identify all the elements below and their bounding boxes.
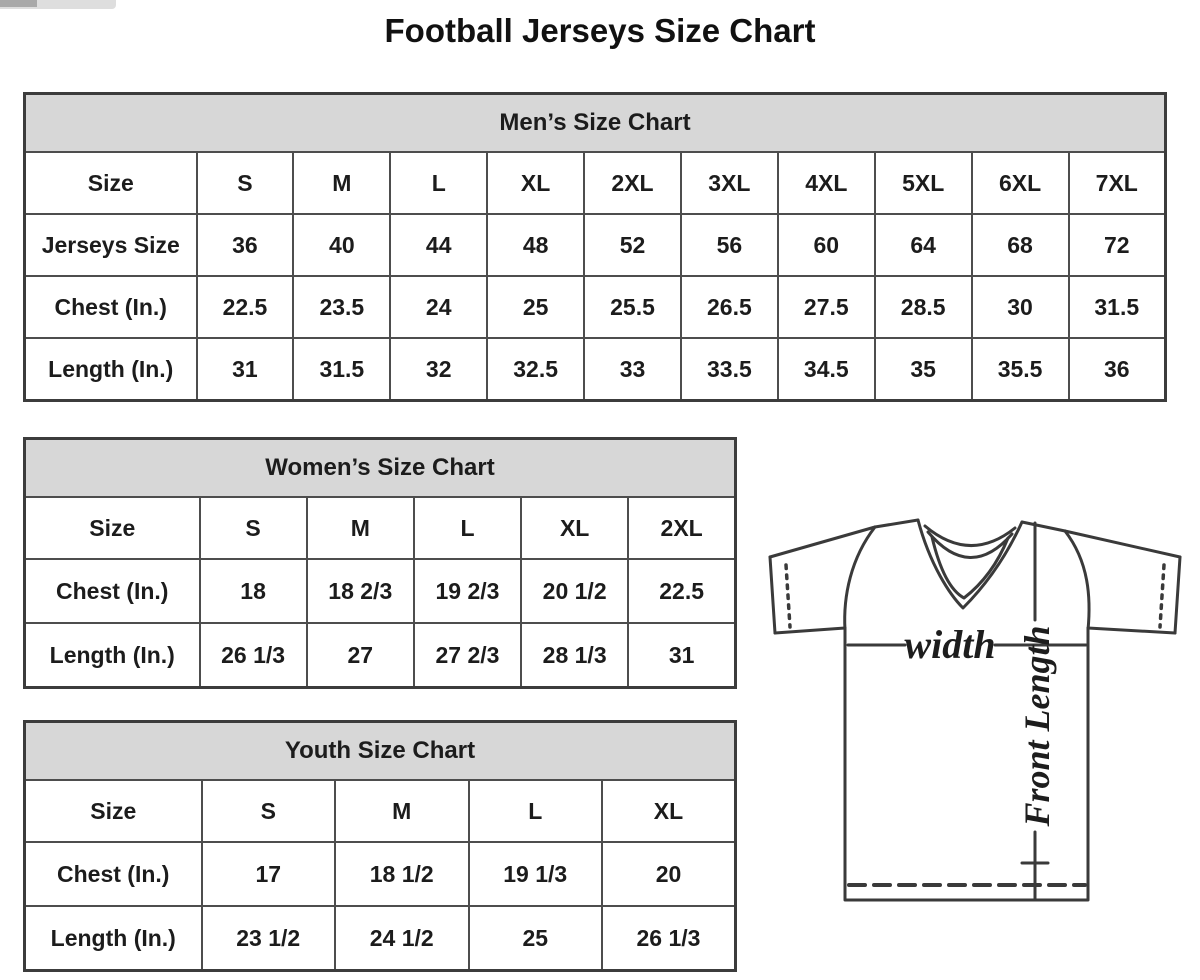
right-cuff-dashed-line	[1160, 565, 1164, 627]
size-column-header: XL	[521, 497, 628, 559]
table-cell: 60	[778, 214, 875, 276]
table-cell: 24 1/2	[335, 906, 469, 971]
table-cell: 19 1/3	[469, 842, 603, 906]
table-cell: 26.5	[681, 276, 778, 338]
mens-size-table	[23, 92, 1167, 402]
table-cell: 19 2/3	[414, 559, 521, 623]
table-cell: 18	[200, 559, 307, 623]
size-column-header: M	[335, 780, 469, 842]
row-label: Length (In.)	[25, 623, 200, 688]
table-cell: 72	[1069, 214, 1166, 276]
womens-size-table	[23, 437, 737, 689]
size-column-header: XL	[487, 152, 584, 214]
table-cell: 34.5	[778, 338, 875, 401]
row-label-header: Size	[25, 497, 200, 559]
table-cell: 33	[584, 338, 681, 401]
row-label: Chest (In.)	[25, 842, 202, 906]
table-cell: 33.5	[681, 338, 778, 401]
table-row	[25, 623, 736, 688]
size-column-header: M	[307, 497, 414, 559]
table-cell: 36	[197, 214, 294, 276]
left-cuff-dashed-line	[786, 565, 790, 627]
mens-table-title: Men’s Size Chart	[25, 94, 1166, 153]
size-column-header: 6XL	[972, 152, 1069, 214]
table-cell: 24	[390, 276, 487, 338]
size-column-header: L	[390, 152, 487, 214]
table-cell: 27	[307, 623, 414, 688]
table-cell: 20 1/2	[521, 559, 628, 623]
size-column-header: M	[293, 152, 390, 214]
table-row	[25, 842, 736, 906]
size-column-header: 3XL	[681, 152, 778, 214]
width-label: width	[904, 622, 996, 667]
table-cell: 35.5	[972, 338, 1069, 401]
size-column-header: S	[202, 780, 336, 842]
table-cell: 27 2/3	[414, 623, 521, 688]
womens-table-title: Women’s Size Chart	[25, 439, 736, 498]
size-column-header: XL	[602, 780, 736, 842]
row-label: Chest (In.)	[25, 276, 197, 338]
table-cell: 17	[202, 842, 336, 906]
row-label: Jerseys Size	[25, 214, 197, 276]
table-cell: 27.5	[778, 276, 875, 338]
youth-table-title: Youth Size Chart	[25, 722, 736, 781]
size-column-header: 5XL	[875, 152, 972, 214]
table-cell: 64	[875, 214, 972, 276]
youth-size-table	[23, 720, 737, 972]
jersey-collar	[918, 520, 1022, 608]
size-column-header: S	[200, 497, 307, 559]
size-column-header: 2XL	[628, 497, 735, 559]
size-column-header: 2XL	[584, 152, 681, 214]
table-cell: 40	[293, 214, 390, 276]
table-row	[25, 338, 1166, 401]
table-row	[25, 214, 1166, 276]
table-cell: 44	[390, 214, 487, 276]
table-cell: 36	[1069, 338, 1166, 401]
table-cell: 30	[972, 276, 1069, 338]
scan-artifact-dark	[0, 0, 37, 7]
jersey-shoulders	[770, 520, 1180, 557]
table-cell: 23.5	[293, 276, 390, 338]
row-label: Length (In.)	[25, 906, 202, 971]
table-cell: 26 1/3	[602, 906, 736, 971]
table-row	[25, 276, 1166, 338]
page-title: Football Jerseys Size Chart	[384, 12, 816, 49]
table-cell: 22.5	[628, 559, 735, 623]
row-label-header: Size	[25, 152, 197, 214]
table-cell: 48	[487, 214, 584, 276]
table-cell: 28 1/3	[521, 623, 628, 688]
table-cell: 31	[628, 623, 735, 688]
size-column-header: S	[197, 152, 294, 214]
table-cell: 23 1/2	[202, 906, 336, 971]
size-column-header: L	[469, 780, 603, 842]
table-row	[25, 559, 736, 623]
table-cell: 18 1/2	[335, 842, 469, 906]
table-cell: 56	[681, 214, 778, 276]
size-column-header: 7XL	[1069, 152, 1166, 214]
row-label: Length (In.)	[25, 338, 197, 401]
row-label: Chest (In.)	[25, 559, 200, 623]
table-cell: 25.5	[584, 276, 681, 338]
front-length-label: Front Length	[1017, 625, 1057, 827]
size-column-header: 4XL	[778, 152, 875, 214]
row-label-header: Size	[25, 780, 202, 842]
size-column-header: L	[414, 497, 521, 559]
table-cell: 18 2/3	[307, 559, 414, 623]
table-cell: 25	[469, 906, 603, 971]
table-cell: 32.5	[487, 338, 584, 401]
table-cell: 31.5	[293, 338, 390, 401]
table-cell: 25	[487, 276, 584, 338]
jersey-measurement-diagram	[755, 480, 1195, 950]
table-cell: 31.5	[1069, 276, 1166, 338]
table-cell: 26 1/3	[200, 623, 307, 688]
table-cell: 32	[390, 338, 487, 401]
table-cell: 52	[584, 214, 681, 276]
table-cell: 31	[197, 338, 294, 401]
table-cell: 28.5	[875, 276, 972, 338]
table-cell: 20	[602, 842, 736, 906]
table-cell: 35	[875, 338, 972, 401]
table-cell: 68	[972, 214, 1069, 276]
table-cell: 22.5	[197, 276, 294, 338]
table-row	[25, 906, 736, 971]
